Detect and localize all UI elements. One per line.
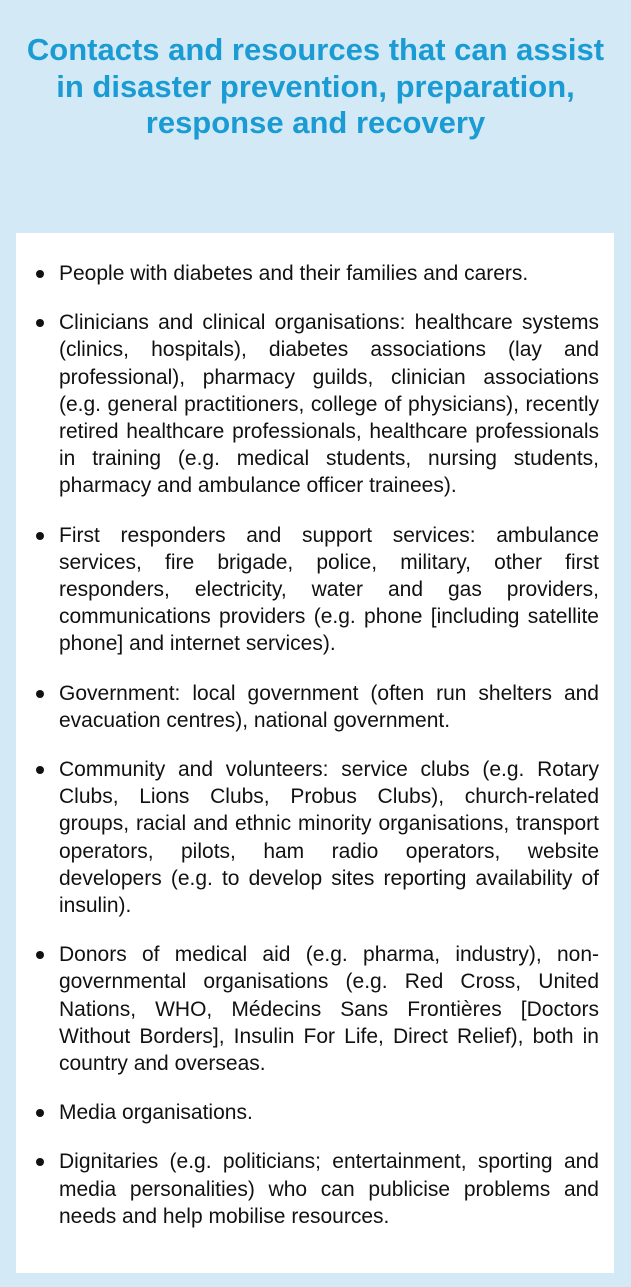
list-item [36, 260, 599, 287]
list-item [36, 941, 599, 1077]
bullet-icon [36, 951, 44, 959]
panel-title: Contacts and resources that can assist in disaster prevention, preparation, response and recovery [26, 32, 605, 140]
list-item-text: First responders and support services: ambulance services, fire brigade, police, military, other first responders, electricity, water and gas providers, communications providers (e.g. phone [including satellite phone] and internet services). [59, 523, 599, 656]
list-item [36, 1148, 599, 1230]
bullet-icon [36, 532, 44, 540]
list-item-text: Media organisations. [59, 1101, 253, 1125]
list-item-text: Government: local government (often run shelters and evacuation centres), national government. [59, 681, 599, 732]
list-item [36, 522, 599, 658]
list-item-text: Clinicians and clinical organisations: healthcare systems (clinics, hospitals), diabetes associations (lay and professional), pharmacy guilds, clinician associations (e.g. general practitioners, college of physicians), recently retired healthcare professionals, healthcare professionals in training (e.g. medical students, nursing students, pharmacy and ambulance officer trainees). [59, 311, 599, 498]
list-item [36, 309, 599, 499]
list-item [36, 1099, 599, 1126]
list-item [36, 756, 599, 919]
bullet-icon [36, 270, 44, 278]
bullet-icon [36, 319, 44, 327]
bullet-icon [36, 766, 44, 774]
bullet-icon [36, 690, 44, 698]
list-item-text: People with diabetes and their families and carers. [59, 262, 529, 285]
list-item [36, 680, 599, 734]
list-item-text: Community and volunteers: service clubs (e.g. Rotary Clubs, Lions Clubs, Probus Clubs), church-related groups, racial and ethnic minority organisations, transport operators, pilots, ham radio operators, website developers (e.g. to develop sites reporting availability of insulin). [59, 758, 599, 918]
list-item-text: Dignitaries (e.g. politicians; entertainment, sporting and media personalities) who can publicise problems and needs and help mobilise resources. [59, 1150, 599, 1228]
bullet-icon [36, 1109, 44, 1117]
bullet-icon [36, 1158, 44, 1166]
resources-card [16, 233, 614, 1273]
list-item-text: Donors of medical aid (e.g. pharma, industry), non-governmental organisations (e.g. Red Cross, United Nations, WHO, Médecins Sans Frontières [Doctors Without Borders], Insulin For Life, Direct Relief), both in country and overseas. [59, 943, 599, 1076]
resources-list [36, 260, 599, 1230]
